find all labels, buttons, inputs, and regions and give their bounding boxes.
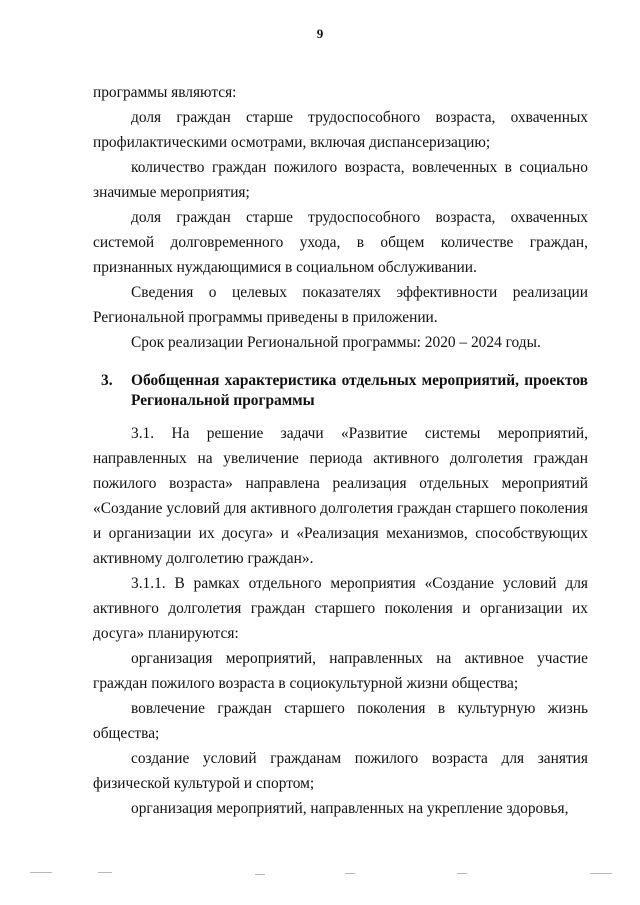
paragraph: создание условий гражданам пожилого возраста для занятия физической культурой и спортом; xyxy=(93,750,588,792)
page-number: 9 xyxy=(316,26,324,41)
section-heading xyxy=(93,371,588,411)
paragraphs-bottom xyxy=(93,421,588,821)
scan-mark xyxy=(345,873,355,874)
document-body xyxy=(93,80,588,821)
paragraph: доля граждан старше трудоспособного возраста, охваченных системой долговременного ухода, в общем количестве граждан, признанных нуждающимися в социальном обслуживании. xyxy=(93,209,588,276)
paragraph: вовлечение граждан старшего поколения в культурную жизнь общества; xyxy=(93,700,588,742)
paragraph: Сведения о целевых показателях эффективности реализации Региональной программы приведены в приложении. xyxy=(93,284,588,326)
paragraph: организация мероприятий, направленных на укрепление здоровья, xyxy=(131,800,569,817)
scan-mark xyxy=(98,872,112,873)
paragraphs-top xyxy=(93,80,588,355)
paragraph: 3.1.1. В рамках отдельного мероприятия «Создание условий для активного долголетия граждан старшего поколения и организации их досуга» планируются: xyxy=(93,575,588,642)
section-title: Обобщенная характеристика отдельных мероприятий, проектов Региональной программы xyxy=(131,372,588,409)
scan-mark xyxy=(30,872,52,873)
scan-mark xyxy=(590,873,612,874)
paragraph: Срок реализации Региональной программы: 2020 – 2024 годы. xyxy=(131,334,541,351)
paragraph: доля граждан старше трудоспособного возраста, охваченных профилактическими осмотрами, включая диспансеризацию; xyxy=(93,109,588,151)
scan-mark xyxy=(457,873,467,874)
paragraph: организация мероприятий, направленных на активное участие граждан пожилого возраста в социокультурной жизни общества; xyxy=(93,650,588,692)
scan-mark xyxy=(255,874,265,875)
paragraph: 3.1. На решение задачи «Развитие системы мероприятий, направленных на увеличение периода активного долголетия граждан пожилого возраста» направлена реализация отдельных мероприятий «Создание условий для активного долголетия граждан старшего поколения и организации их досуга» и «Реализация механизмов, способствующих активному долголетию граждан». xyxy=(93,425,588,567)
paragraph: программы являются: xyxy=(93,84,237,101)
paragraph: количество граждан пожилого возраста, вовлеченных в социально значимые мероприятия; xyxy=(93,159,588,201)
section-number: 3. xyxy=(101,372,113,389)
